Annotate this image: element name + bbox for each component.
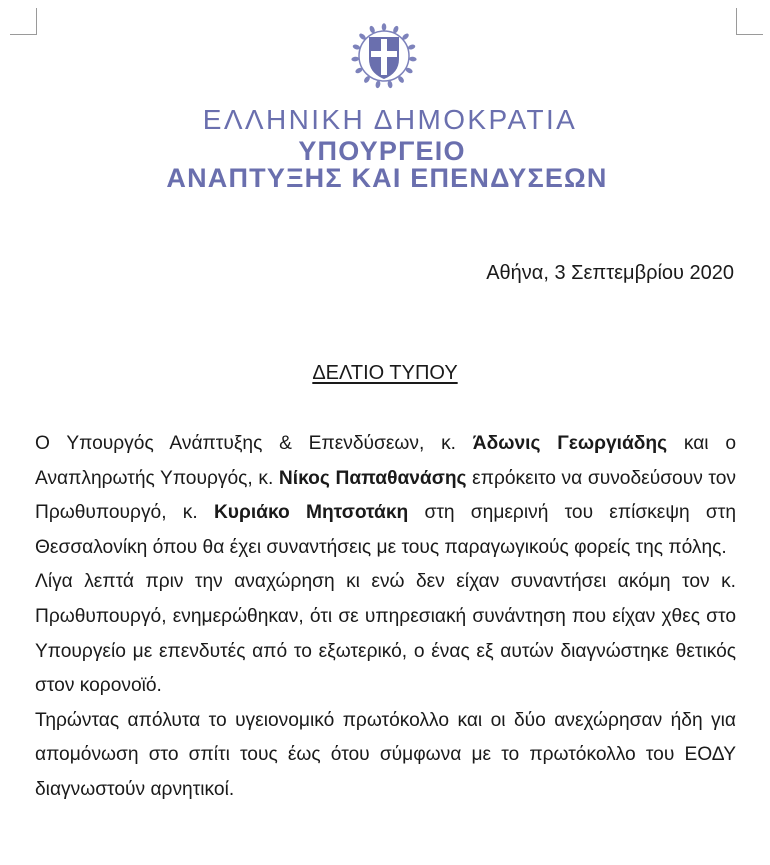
name-adonis-georgiadis: Άδωνις Γεωργιάδης [472, 433, 668, 454]
name-kyriakos-mitsotakis: Κυριάκο Μητσοτάκη [213, 502, 409, 524]
republic-heading: ΕΛΛΗΝΙΚΗ ΔΗΜΟΚΡΑΤΙΑ [202, 104, 578, 135]
crop-mark-top-right [736, 8, 763, 35]
document-date: Αθήνα, 3 Σεπτεμβρίου 2020 [486, 262, 734, 284]
document-body [35, 427, 736, 808]
greek-coat-of-arms-icon [349, 21, 419, 91]
paragraph-3: Τηρώντας απόλυτα το υγειονομικό πρωτόκολλο και οι δύο ανεχώρησαν ήδη για απομόνωση στο σπίτι τους έως ότου σύμφωνα με το πρωτόκολλο του ΕΟΔΥ διαγνωστούν αρνητικοί. [35, 709, 736, 800]
paragraph-1-text-d: στη σημερινή του επίσκεψη στη Θεσσαλονίκη όπου θα έχει συναντήσεις με τους παραγωγικούς φορείς της πόλης. [35, 502, 736, 558]
name-nikos-papathanasis: Νίκος Παπαθανάσης [278, 467, 467, 489]
paragraph-1 [35, 427, 736, 565]
paragraph-1-text-c: επρόκειτο να συνοδεύσουν τον Πρωθυπουργό, κ. [35, 467, 736, 524]
paragraph-2: Λίγα λεπτά πριν την αναχώρηση κι ενώ δεν είχαν συναντήσει ακόμη τον κ. Πρωθυπουργό, ενημερώθηκαν, ότι σε υπηρεσιακή συνάντηση που είχαν χθες στο Υπουργείο με επενδυτές από το εξωτερικό, ο ένας εξ αυτών διαγνώστηκε θετικός στον κορονοϊό. [35, 571, 736, 697]
ministry-name-heading: ΑΝΑΠΤΥΞΗΣ ΚΑΙ ΕΠΕΝΔΥΣΕΩΝ [166, 163, 608, 193]
paragraph-1-text-b: και ο Αναπληρωτής Υπουργός, κ. [35, 433, 736, 489]
crop-mark-top-left [10, 8, 37, 35]
paragraph-1-text-a: Ο Υπουργός Ανάπτυξης & Επενδύσεων, κ. [35, 433, 473, 454]
press-release-title: ΔΕΛΤΙΟ ΤΥΠΟΥ [312, 362, 458, 384]
ministry-heading: ΥΠΟΥΡΓΕΙΟ [298, 136, 466, 166]
